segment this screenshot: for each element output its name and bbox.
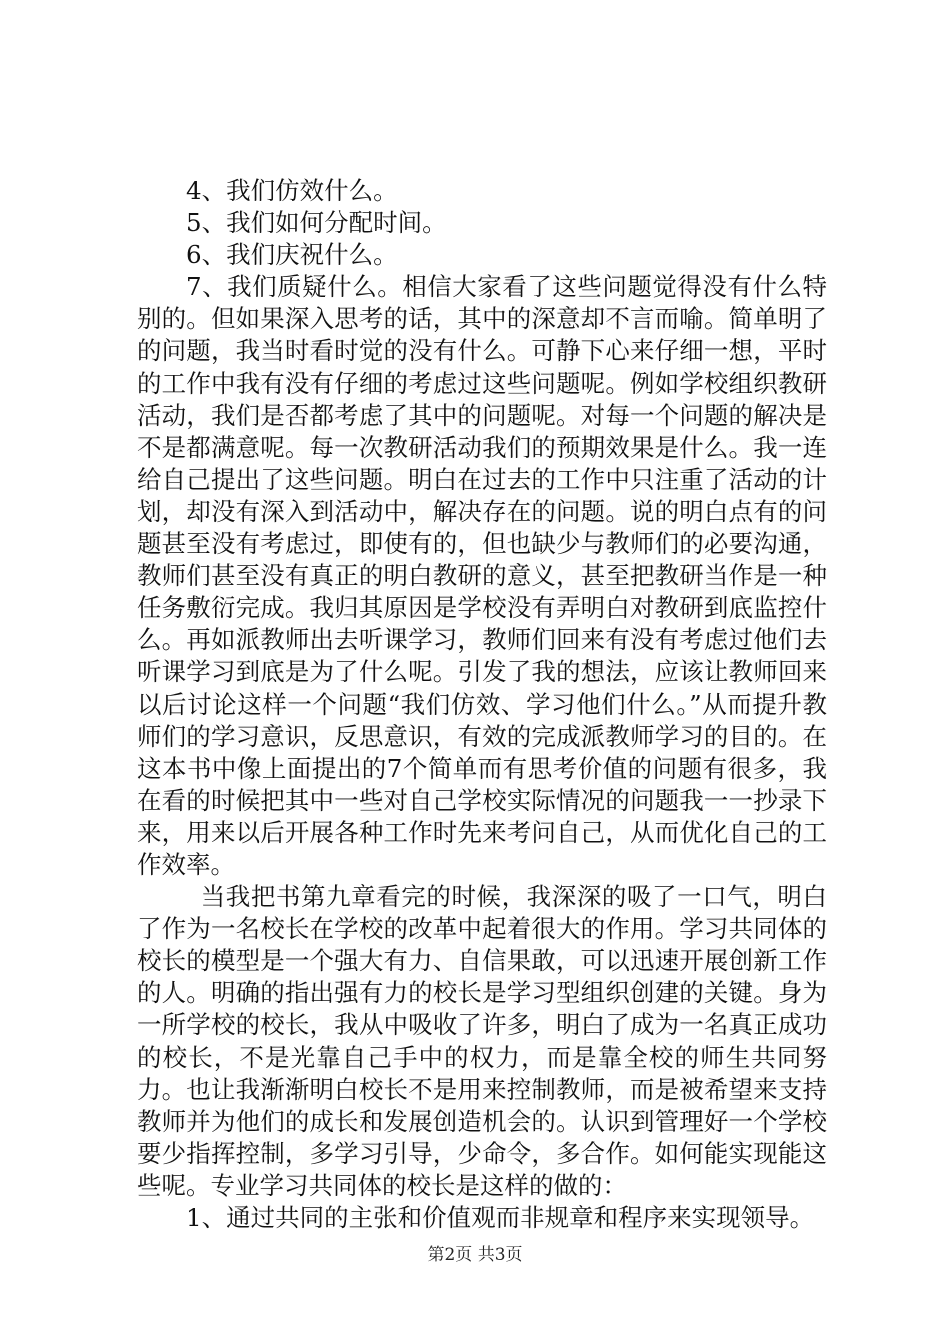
paragraph-item-7: 7、我们质疑什么。相信大家看了这些问题觉得没有什么特别的。但如果深入思考的话，其中的深意却不言而喻。简单明了的问题，我当时看时觉的没有什么。可静下心来仔细一想，平时的工作中我有没有仔细的考虑过这些问题呢。例如学校组织教研活动，我们是否都考虑了其中的问题呢。对每一个问题的解决是不是都满意呢。每一次教研活动我们的预期效果是什么。我一连给自己提出了这些问题。明白在过去的工作中只注重了活动的计划，却没有深入到活动中，解决存在的问题。说的明白点有的问题甚至没有考虑过，即使有的，但也缺少与教师们的必要沟通，教师们甚至没有真正的明白教研的意义，甚至把教研当作是一种任务敷衍完成。我归其原因是学校没有弄明白对教研到底监控什么。再如派教师出去听课学习，教师们回来有没有考虑过他们去听课学习到底是为了什么呢。引发了我的想法，应该让教师回来以后讨论这样一个问题“我们仿效、学习他们什么。”从而提升教师们的学习意识，反思意识，有效的完成派教师学习的目的。在这本书中像上面提出的7个简单而有思考价值的问题有很多，我在看的时候把其中一些对自己学校实际情况的问题我一一抄录下来，用来以后开展各种工作时先来考问自己，从而优化自己的工作效率。	[137, 272, 827, 879]
paragraph-principal: 当我把书第九章看完的时候，我深深的吸了一口气，明白了作为一名校长在学校的改革中起着很大的作用。学习共同体的校长的模型是一个强大有力、自信果敢，可以迅速开展创新工作的人。明确的指出强有力的校长是学习型组织创建的关键。身为一所学校的校长，我从中吸收了许多，明白了成为一名真正成功的校长，不是光靠自己手中的权力，而是靠全校的师生共同努力。也让我渐渐明白校长不是用来控制教师，而是被希望来支持教师并为他们的成长和发展创造机会的。认识到管理好一个学校要少指挥控制，多学习引导，少命令，多合作。如何能实现能这些呢。专业学习共同体的校长是这样的做的：	[137, 882, 827, 1200]
paragraph-item-5: 5、我们如何分配时间。	[186, 208, 447, 238]
paragraph-list-item-1: 1、通过共同的主张和价值观而非规章和程序来实现领导。	[186, 1203, 815, 1232]
paragraph-item-4: 4、我们仿效什么。	[186, 176, 398, 205]
paragraph-item-6: 6、我们庆祝什么。	[186, 240, 398, 270]
page-footer: 第2页 共3页	[427, 1245, 523, 1265]
document-body	[137, 175, 827, 1234]
